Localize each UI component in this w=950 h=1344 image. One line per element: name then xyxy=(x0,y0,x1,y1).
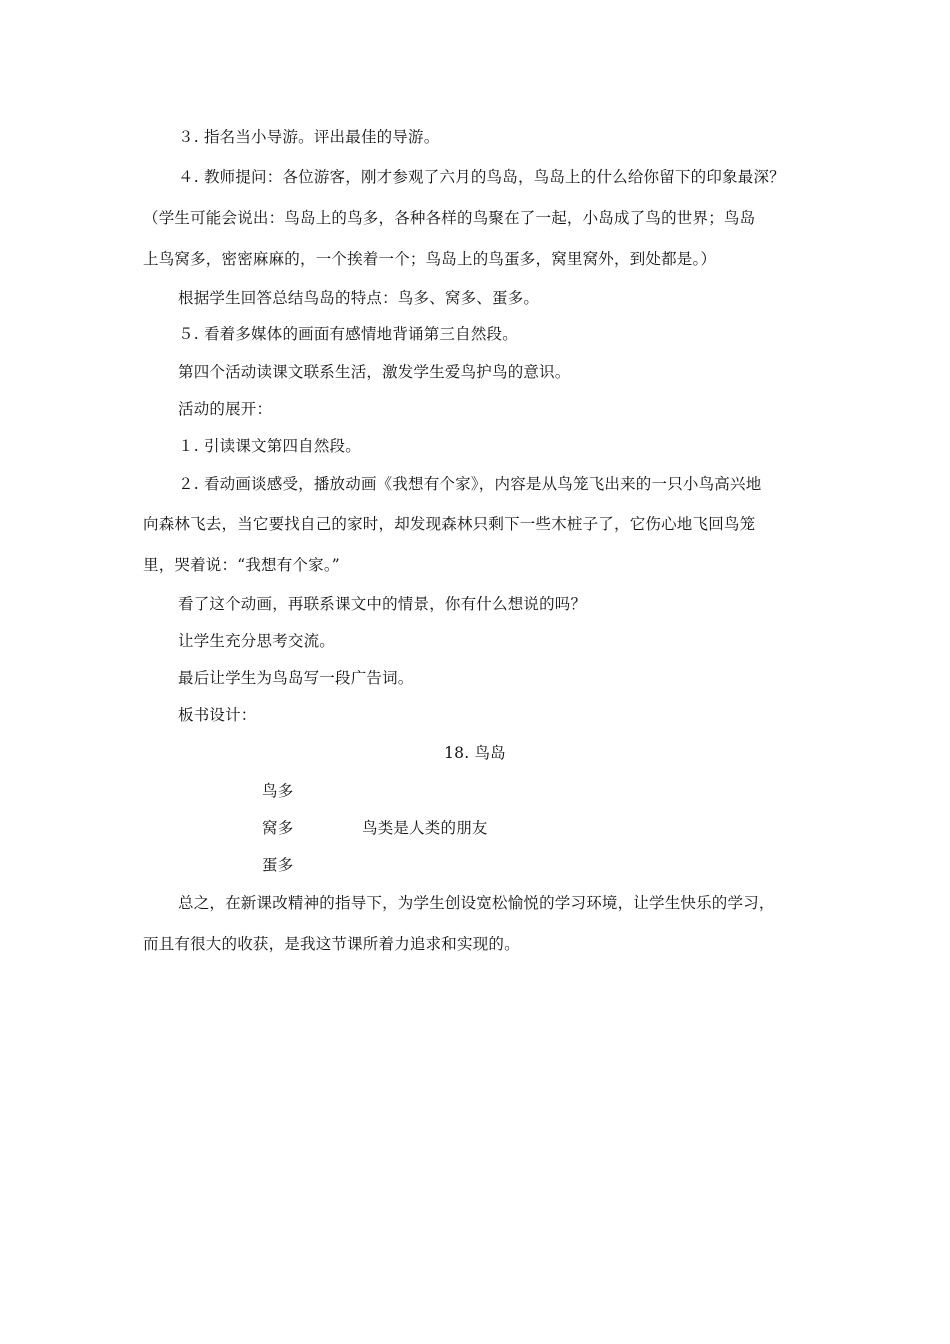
paragraph-step-1: １. 引读课文第四自然段。 xyxy=(178,437,361,455)
paragraph-step-5: ５. 看着多媒体的画面有感情地背诵第三自然段。 xyxy=(178,325,518,343)
paragraph-step-2-line-2: 向森林飞去，当它要找自己的家时，却发现森林只剩下一些木桩子了，它伤心地飞回鸟笼 xyxy=(143,515,756,533)
board-title: 18. 鸟岛 xyxy=(444,744,506,762)
paragraph-board-design-label: 板书设计： xyxy=(178,706,257,724)
paragraph-activity-expansion: 活动的展开： xyxy=(178,400,273,418)
board-item-birds: 鸟多 xyxy=(262,782,294,800)
paragraph-discussion: 让学生充分思考交流。 xyxy=(178,632,336,650)
paragraph-step-3: ３. 指名当小导游。评出最佳的导游。 xyxy=(178,128,440,146)
paragraph-step-4-line-1: ４. 教师提问：各位游客，刚才参观了六月的鸟岛，鸟岛上的什么给你留下的印象最深？ xyxy=(178,168,785,186)
paragraph-step-4-line-3: 上鸟窝多，密密麻麻的，一个挨着一个；鸟岛上的鸟蛋多，窝里窝外，到处都是。） xyxy=(143,250,717,268)
conclusion-line-1: 总之，在新课改精神的指导下，为学生创设宽松愉悦的学习环境，让学生快乐的学习， xyxy=(178,894,775,912)
conclusion-line-2: 而且有很大的收获，是我这节课所着力追求和实现的。 xyxy=(143,935,520,953)
paragraph-summary-features: 根据学生回答总结鸟岛的特点：鸟多、窝多、蛋多。 xyxy=(178,289,540,307)
paragraph-advertisement: 最后让学生为鸟岛写一段广告词。 xyxy=(178,669,414,687)
board-item-eggs: 蛋多 xyxy=(262,856,294,874)
paragraph-question: 看了这个动画，再联系课文中的情景，你有什么想说的吗？ xyxy=(178,595,587,613)
paragraph-step-2-line-3: 里，哭着说：“我想有个家。” xyxy=(143,556,340,574)
paragraph-step-4-line-2: （学生可能会说出：鸟岛上的鸟多，各种各样的鸟聚在了一起，小岛成了鸟的世界；鸟岛 xyxy=(143,209,756,227)
board-item-nests: 窝多 xyxy=(262,819,294,837)
paragraph-step-2-line-1: ２. 看动画谈感受，播放动画《我想有个家》，内容是从鸟笼飞出来的一只小鸟高兴地 xyxy=(178,475,762,493)
board-summary: 鸟类是人类的朋友 xyxy=(362,819,488,837)
paragraph-activity-4: 第四个活动读课文联系生活，激发学生爱鸟护鸟的意识。 xyxy=(178,363,571,381)
